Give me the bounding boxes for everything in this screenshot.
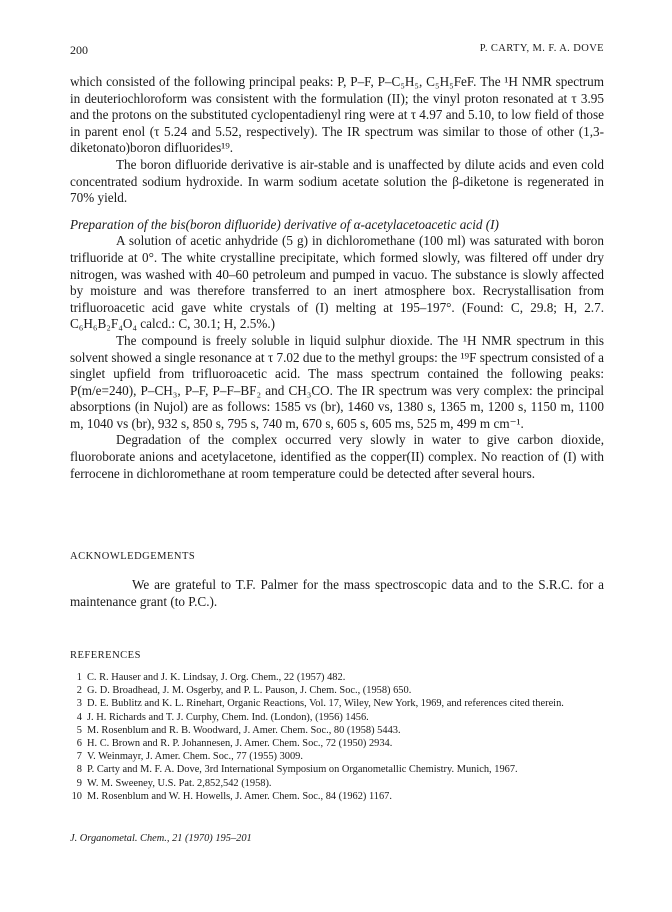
journal-citation: J. Organometal. Chem., 21 (1970) 195–201 [70, 833, 252, 844]
reference-number: 1 [76, 672, 82, 683]
reference-item [70, 790, 604, 803]
reference-item [70, 684, 604, 697]
reference-text: P. Carty and M. F. A. Dove, 3rd International Symposium on Organometallic Chemistry. Munich, 1967. [87, 764, 518, 776]
reference-number: 7 [76, 751, 82, 763]
paragraph: Degradation of the complex occurred very slowly in water to give carbon dioxide, fluoroborate anions and acetylacetone, identified as the copper(II) complex. No reaction of (I) with ferrocene in dichloromethane at room temperature could be detected after several hours. [70, 432, 604, 481]
reference-number: 9 [76, 777, 82, 789]
reference-text: W. M. Sweeney, U.S. Pat. 2,852,542 (1958). [87, 777, 272, 789]
reference-list [70, 671, 604, 803]
reference-item [70, 763, 604, 776]
acknowledgements-heading: ACKNOWLEDGEMENTS [70, 551, 196, 562]
reference-text: G. D. Broadhead, J. M. Osgerby, and P. L. Pauson, J. Chem. Soc., (1958) 650. [87, 685, 412, 697]
reference-number: 6 [76, 738, 82, 750]
reference-text: M. Rosenblum and W. H. Howells, J. Amer. Chem. Soc., 84 (1962) 1167. [87, 790, 392, 802]
reference-number: 5 [76, 724, 82, 736]
paragraph: A solution of acetic anhydride (5 g) in dichloromethane (100 ml) was saturated with boron trifluoride at 0°. The white crystalline precipitate, which formed slowly, was filtered off under dry nitrogen, was washed with 40–60 petroleum and pumped in vacuo. The substance is slowly affected by moisture and was therefore transferred to an inert atmosphere box. Recrystallisation from trifluoroacetic acid gave white crystals of (I) melting at 195–197°. (Found: C, 29.8; H, 2.7. C₆H₆B₂F₄O₄ calcd.: C, 30.1; H, 2.5%.) [70, 233, 604, 332]
reference-item [70, 750, 604, 763]
main-text [70, 74, 604, 482]
section-heading: Preparation of the bis(boron difluoride) derivative of α-acetylacetoacetic acid (I) [70, 216, 499, 232]
reference-number: 2 [76, 685, 82, 697]
reference-item [70, 671, 604, 684]
page-header [70, 43, 604, 59]
paragraph: which consisted of the following principal peaks: P, P–F, P–C₅H₅, C₅H₅FeF. The ¹H NMR spectrum in deuteriochloroform was consistent with the formulation (II); the vinyl proton resonated at τ 3.95 and the protons on the substituted cyclopentadienyl ring were at τ 4.97 and 5.10, to low field of those in parent enol (τ 5.24 and 5.52, respectively). The IR spectrum was similar to those of other (1,3-diketonato)boron difluorides¹⁹. [70, 74, 604, 156]
acknowledgements-text: We are grateful to T.F. Palmer for the mass spectroscopic data and to the S.R.C. for a maintenance grant (to P.C.). [70, 577, 604, 609]
paragraph: The boron difluoride derivative is air-stable and is unaffected by dilute acids and even cold concentrated sodium hydroxide. In warm sodium acetate solution the β-diketone is regenerated in 70% yield. [70, 156, 604, 206]
reference-text: M. Rosenblum and R. B. Woodward, J. Amer. Chem. Soc., 80 (1958) 5443. [87, 724, 401, 736]
reference-text: C. R. Hauser and J. K. Lindsay, J. Org. Chem., 22 (1957) 482. [87, 672, 346, 683]
reference-text: J. H. Richards and T. J. Curphy, Chem. Ind. (London), (1956) 1456. [87, 711, 369, 723]
reference-number: 3 [76, 698, 82, 710]
page-number: 200 [70, 43, 88, 57]
references-heading: REFERENCES [70, 650, 141, 661]
paragraph: The compound is freely soluble in liquid sulphur dioxide. The ¹H NMR spectrum in this solvent showed a single resonance at τ 7.02 due to the methyl groups: the ¹⁹F spectrum consisted of a singlet upfield from trifluoroacetic acid. The mass spectrum contained the following peaks: P(m/e=240), P–CH₃, P–F, P–F–BF₂ and CH₃CO. The IR spectrum was very complex: the principal absorptions (in Nujol) are as follows: 1585 vs (br), 1460 vs, 1380 s, 1365 m, 1200 s, 1150 m, 1100 m, 1040 vs (br), 932 s, 850 s, 795 s, 740 m, 670 s, 605 s, 605 ms, 525 m, 499 m cm⁻¹. [70, 332, 604, 431]
reference-number: 8 [76, 764, 82, 776]
reference-text: H. C. Brown and R. P. Johannesen, J. Amer. Chem. Soc., 72 (1950) 2934. [87, 738, 393, 750]
reference-item [70, 777, 604, 790]
acknowledgements [70, 576, 604, 610]
reference-item [70, 711, 604, 724]
reference-item [70, 724, 604, 737]
reference-number: 10 [71, 790, 82, 802]
reference-number: 4 [76, 711, 82, 723]
reference-item [70, 737, 604, 750]
reference-item [70, 697, 604, 710]
reference-text: V. Weinmayr, J. Amer. Chem. Soc., 77 (1955) 3009. [87, 751, 303, 763]
running-head: P. CARTY, M. F. A. DOVE [479, 43, 604, 54]
reference-text: D. E. Bublitz and K. L. Rinehart, Organic Reactions, Vol. 17, Wiley, New York, 1969, and references cited therein. [87, 698, 564, 710]
